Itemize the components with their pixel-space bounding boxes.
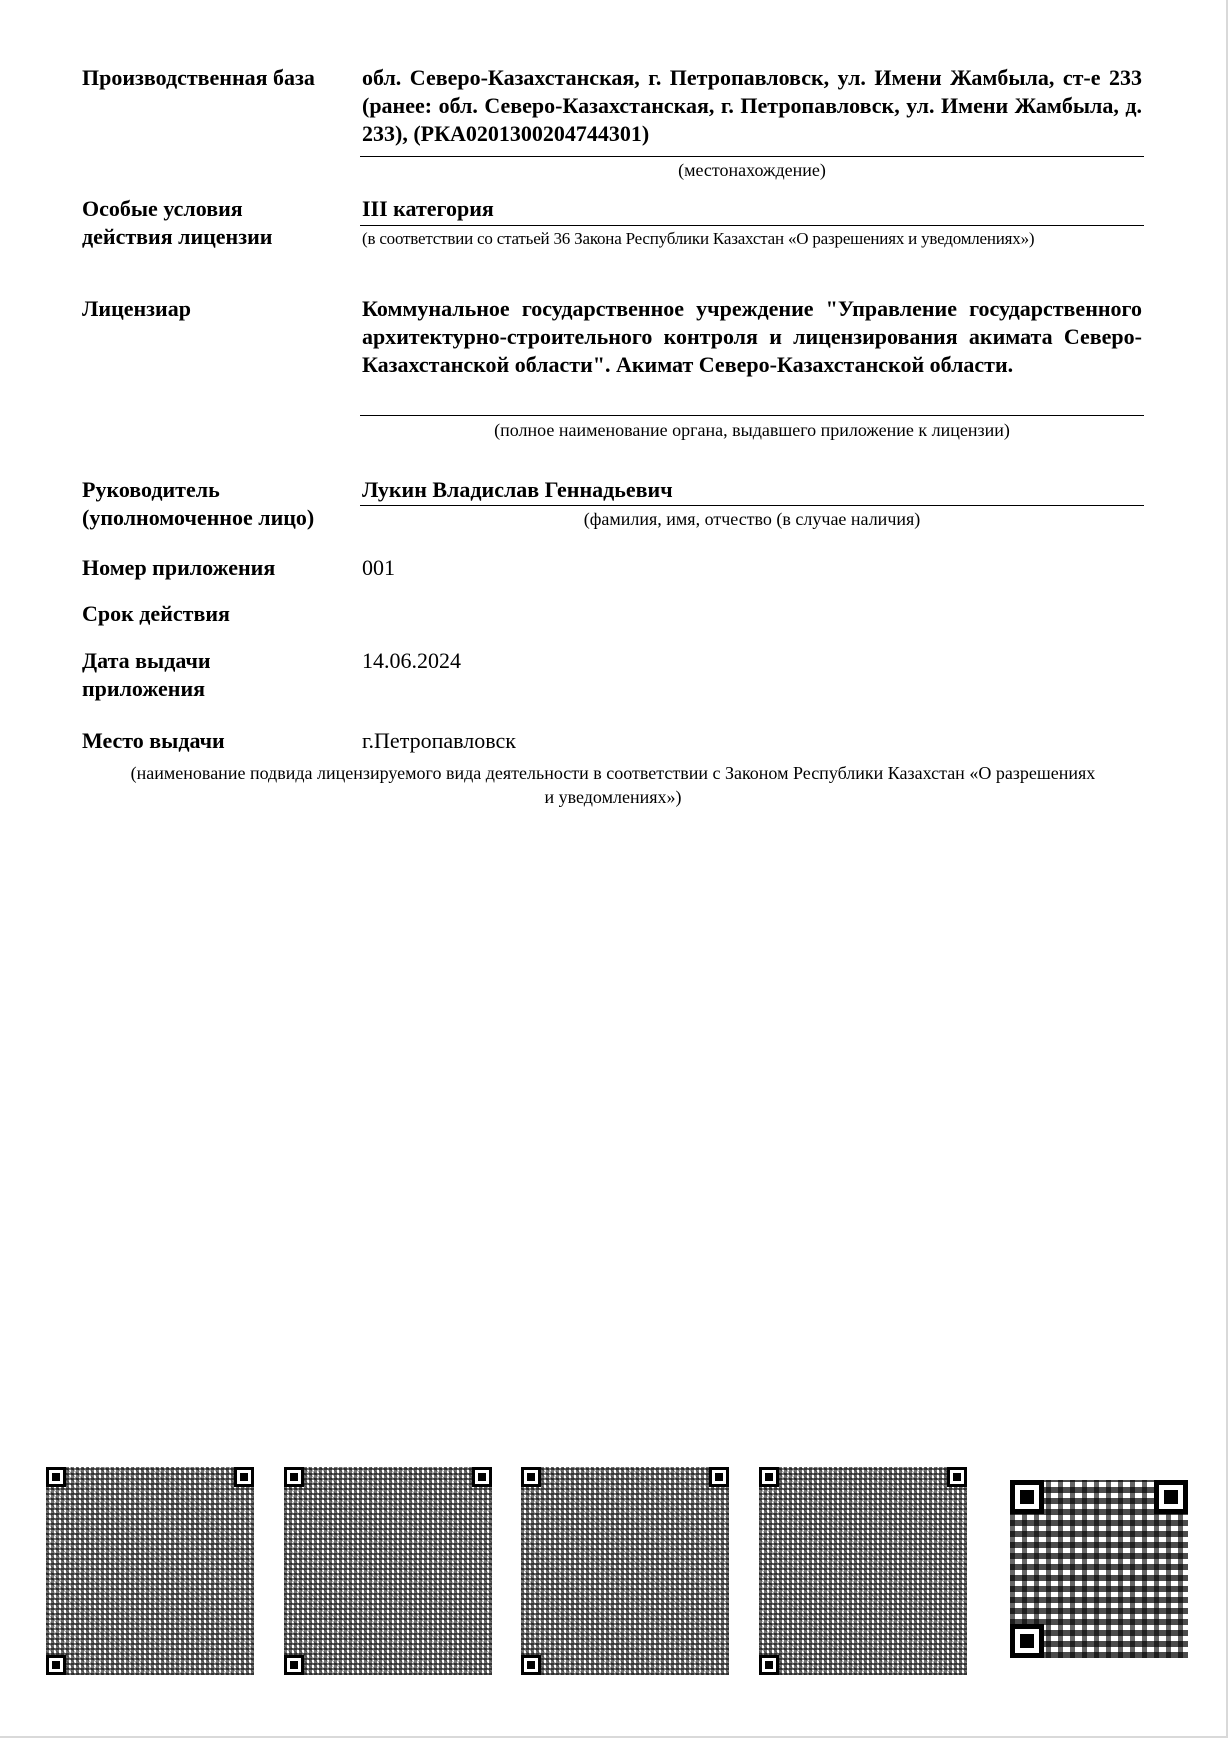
issue-date-label-line2: приложения [82, 676, 206, 701]
issue-date-label-line1: Дата выдачи [82, 648, 211, 673]
issue-place-value: г.Петропавловск [362, 728, 516, 753]
head-rule [360, 505, 1144, 506]
head-label-line2: (уполномоченное лицо) [82, 505, 315, 530]
production-base-value: обл. Северо-Казахстанская, г. Петропавловск, ул. Имени Жамбыла, ст-е 233 (ранее: обл. Северо-Казахстанская, г. Петропавловск, ул. Имени Жамбыла, д. 233), (РКА0201300204744301) [362, 65, 1142, 146]
footnote-line2: и уведомлениях») [544, 787, 682, 807]
licensor-value: Коммунальное государственное учреждение "Управление государственного архитектурно-строительного контроля и лицензирования акимата Северо-Казахстанской области". Акимат Северо-Казахстанской области. [362, 296, 1142, 377]
special-conditions-caption: (в соответствии со статьей 36 Закона Республики Казахстан «О разрешениях и уведомлениях») [362, 229, 1035, 248]
production-base-rule [360, 156, 1144, 157]
qr-code-2 [284, 1467, 492, 1675]
production-base-label: Производственная база [82, 65, 315, 90]
appendix-number-label: Номер приложения [82, 555, 276, 580]
licensor-caption: (полное наименование органа, выдавшего приложение к лицензии) [494, 420, 1010, 440]
special-conditions-label [82, 195, 352, 251]
qr-code-5 [1010, 1480, 1188, 1658]
qr-code-1 [46, 1467, 254, 1675]
appendix-number-value: 001 [362, 555, 395, 580]
licensor-label: Лицензиар [82, 296, 191, 321]
special-conditions-label-line2: действия лицензии [82, 224, 273, 249]
head-label-line1: Руководитель [82, 477, 220, 502]
validity-label: Срок действия [82, 601, 230, 626]
special-conditions-label-line1: Особые условия [82, 196, 243, 221]
issue-place-label: Место выдачи [82, 728, 225, 753]
production-base-caption: (местонахождение) [678, 160, 826, 180]
footnote [82, 761, 1144, 809]
issue-date-label [82, 647, 352, 703]
issue-date-value: 14.06.2024 [362, 648, 461, 673]
footnote-line1: (наименование подвида лицензируемого вида деятельности в соответствии с Законом Республики Казахстан «О разрешениях [130, 763, 1096, 783]
special-conditions-value: III категория [362, 196, 494, 221]
qr-code-4 [759, 1467, 967, 1675]
special-conditions-rule [360, 225, 1144, 226]
head-value: Лукин Владислав Геннадьевич [362, 477, 673, 502]
head-label [82, 476, 362, 532]
head-caption: (фамилия, имя, отчество (в случае наличия) [583, 509, 921, 529]
licensor-rule [360, 415, 1144, 416]
qr-code-3 [521, 1467, 729, 1675]
